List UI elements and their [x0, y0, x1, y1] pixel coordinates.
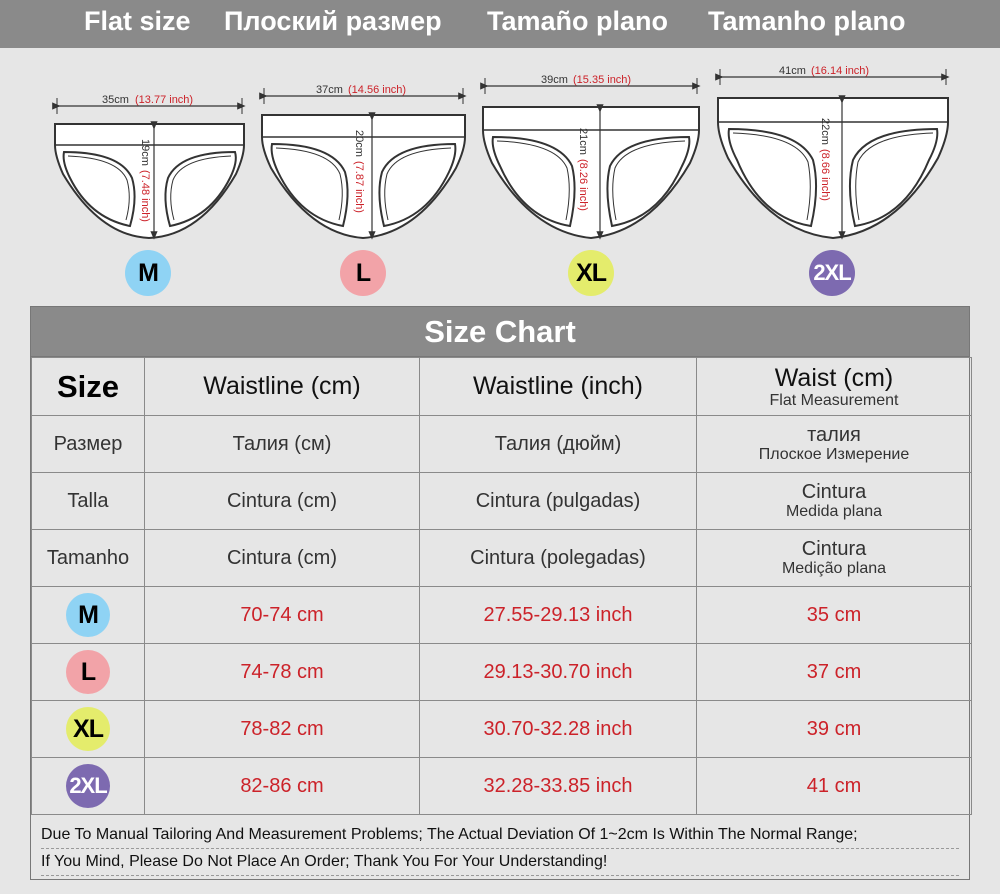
lang-waist-cm-label: Cintura (cm)	[145, 473, 420, 530]
lang-waist-inch-label: Cintura (pulgadas)	[420, 473, 697, 530]
lang-size-label: Размер	[32, 416, 145, 473]
header-title-es: Tamaño plano	[487, 6, 669, 36]
waist-cm-value: 70-74 cm	[145, 587, 420, 644]
height-label-2xl: 22cm	[819, 118, 831, 145]
height-label-l: 20cm	[353, 130, 365, 157]
lang-waist-cm-label: Cintura (cm)	[145, 530, 420, 587]
size-chart-table	[31, 357, 972, 815]
waist-cm-value: 74-78 cm	[145, 644, 420, 701]
lang-waist-flat-sub: Medida plana	[785, 503, 883, 520]
table-row	[32, 587, 972, 644]
lang-waist-flat-label: талия	[807, 424, 861, 446]
height-inch-2xl: (8.66 inch)	[819, 149, 831, 201]
size-badge-row	[0, 250, 1000, 296]
lang-waist-cm-label: Талия (см)	[145, 416, 420, 473]
brief-diagram-m	[55, 94, 244, 238]
lang-waist-flat-label: Cintura	[801, 538, 867, 560]
waist-cm-value: 82-86 cm	[145, 758, 420, 815]
height-inch-l: (7.87 inch)	[353, 161, 365, 213]
width-label-xl: 39cm	[541, 74, 568, 86]
flat-cm-value: 39 cm	[697, 701, 972, 758]
table-row	[32, 416, 972, 473]
note-line-2: If You Mind, Please Do Not Place An Order; Thank You For Your Understanding!	[41, 849, 959, 876]
brief-diagram-l	[262, 84, 465, 238]
header-title-en: Flat size	[84, 6, 191, 36]
size-chart-title: Size Chart	[31, 307, 969, 357]
note-line-1: Due To Manual Tailoring And Measurement Problems; The Actual Deviation Of 1~2cm Is Within The Normal Range;	[41, 822, 959, 849]
width-inch-m: (13.77 inch)	[135, 94, 194, 106]
size-badge-l: L	[340, 250, 386, 296]
waist-inch-value: 30.70-32.28 inch	[420, 701, 697, 758]
width-inch-l: (14.56 inch)	[348, 84, 407, 96]
waist-inch-value: 27.55-29.13 inch	[420, 587, 697, 644]
width-label-m: 35cm	[102, 94, 129, 106]
waist-flat-header: Waist (cm)	[774, 363, 894, 392]
height-label-m: 19cm	[139, 139, 151, 166]
width-label-2xl: 41cm	[779, 65, 806, 77]
width-inch-2xl: (16.14 inch)	[811, 65, 870, 77]
lang-size-label: Talla	[32, 473, 145, 530]
size-chart	[30, 306, 970, 880]
page-header	[0, 0, 1000, 48]
lang-waist-flat-label: Cintura	[801, 481, 867, 503]
height-inch-m: (7.48 inch)	[139, 170, 151, 222]
flat-cm-value: 35 cm	[697, 587, 972, 644]
width-label-l: 37cm	[316, 84, 343, 96]
brief-diagrams-svg	[0, 48, 1000, 248]
waist-flat-subheader: Flat Measurement	[769, 391, 899, 409]
size-column-header: Size	[56, 368, 120, 404]
table-row	[32, 530, 972, 587]
width-inch-xl: (15.35 inch)	[573, 74, 632, 86]
waist-inch-value: 29.13-30.70 inch	[420, 644, 697, 701]
waistline-cm-header: Waistline (cm)	[203, 372, 361, 400]
row-size-badge-m: M	[66, 593, 110, 637]
flat-cm-value: 41 cm	[697, 758, 972, 815]
table-row	[32, 701, 972, 758]
lang-waist-inch-label: Талия (дюйм)	[420, 416, 697, 473]
measurement-note	[30, 816, 970, 880]
header-title-ru: Плоский размер	[224, 6, 442, 36]
table-row	[32, 758, 972, 815]
size-badge-m: M	[125, 250, 171, 296]
row-size-badge-l: L	[66, 650, 110, 694]
waist-cm-value: 78-82 cm	[145, 701, 420, 758]
brief-diagram-2xl	[718, 65, 948, 238]
row-size-badge-xl: XL	[66, 707, 110, 751]
height-label-xl: 21cm	[577, 128, 589, 155]
flat-cm-value: 37 cm	[697, 644, 972, 701]
lang-size-label: Tamanho	[32, 530, 145, 587]
waistline-inch-header: Waistline (inch)	[473, 372, 643, 400]
brief-diagram-xl	[483, 74, 699, 238]
size-badge-xl: XL	[568, 250, 614, 296]
header-title-pt: Tamanho plano	[708, 6, 906, 36]
lang-waist-flat-sub: Плоское Измерение	[758, 446, 910, 463]
table-header-row	[32, 358, 972, 416]
waist-inch-value: 32.28-33.85 inch	[420, 758, 697, 815]
row-size-badge-2xl: 2XL	[66, 764, 110, 808]
lang-waist-flat-sub: Medição plana	[781, 560, 887, 577]
size-badge-2xl: 2XL	[809, 250, 855, 296]
table-row	[32, 473, 972, 530]
table-row	[32, 644, 972, 701]
lang-waist-inch-label: Cintura (polegadas)	[420, 530, 697, 587]
height-inch-xl: (8.26 inch)	[577, 159, 589, 211]
